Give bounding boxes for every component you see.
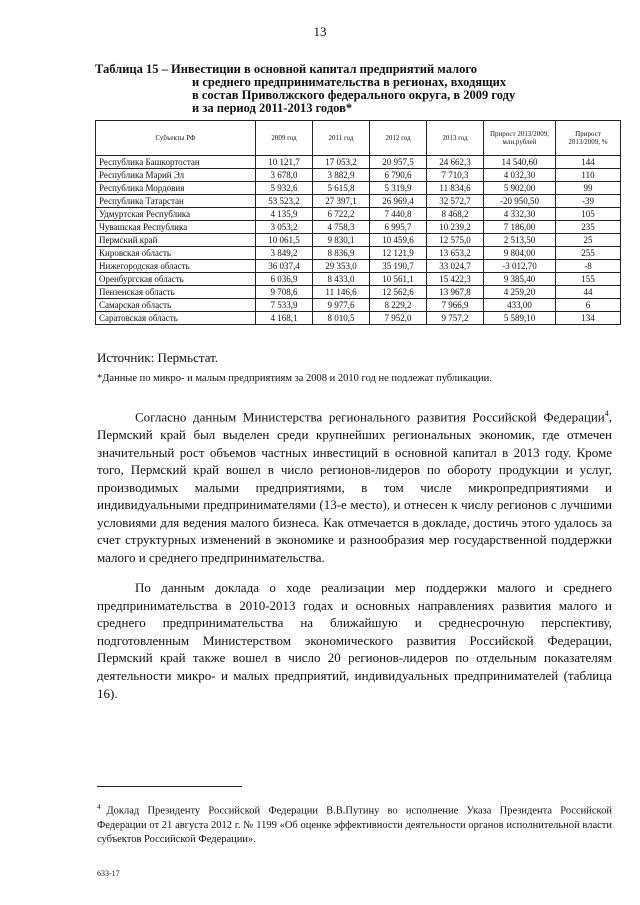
value-cell: 5 902,00	[484, 182, 556, 195]
value-cell: 8 433,0	[313, 273, 370, 286]
value-cell: 10 459,6	[370, 234, 427, 247]
value-cell: 155	[556, 273, 621, 286]
document-code: 633-17	[97, 869, 120, 878]
footnote-mark: 4	[97, 803, 101, 811]
region-cell: Республика Башкортостан	[96, 156, 256, 169]
header-2012: 2012 год	[370, 121, 427, 156]
value-cell: 15 422,3	[427, 273, 484, 286]
table-row	[96, 247, 621, 260]
header-2011: 2011 год	[313, 121, 370, 156]
value-cell: 4 332,30	[484, 208, 556, 221]
value-cell: 3 849,2	[256, 247, 313, 260]
footnote-divider	[97, 786, 242, 787]
value-cell: 4 168,1	[256, 312, 313, 325]
value-cell: 4 259,20	[484, 286, 556, 299]
caption-line: в состав Приволжского федерального округа, в 2009 году	[192, 88, 516, 102]
header-subject: Субъекты РФ	[96, 121, 256, 156]
value-cell: 13 653,2	[427, 247, 484, 260]
footnote-text: Доклад Президенту Российской Федерации В.В.Путину во исполнение Указа Президента Российской Федерации от 21 августа 2012 г. № 1199 «Об оценке эффективности деятельности органов исполнительной власти субъектов Российской Федерации».	[97, 805, 612, 845]
value-cell: 4 032,30	[484, 169, 556, 182]
table-row	[96, 234, 621, 247]
value-cell: 20 957,5	[370, 156, 427, 169]
value-cell: 6 722,2	[313, 208, 370, 221]
header-growth-rub: Прирост 2013/2009, млн.рублей	[484, 121, 556, 156]
table-row	[96, 273, 621, 286]
value-cell: 3 678,0	[256, 169, 313, 182]
paragraph-2	[97, 579, 612, 702]
table-header-row	[96, 121, 621, 156]
value-cell: 32 572,7	[427, 195, 484, 208]
value-cell: 24 662,3	[427, 156, 484, 169]
value-cell: 6 036,9	[256, 273, 313, 286]
region-cell: Саратовская область	[96, 312, 256, 325]
header-2009: 2009 год	[256, 121, 313, 156]
value-cell: 6 790,6	[370, 169, 427, 182]
value-cell: 36 037,4	[256, 260, 313, 273]
caption-line: и среднего предпринимательства в регионах, входящих	[192, 75, 507, 89]
table-row	[96, 156, 621, 169]
value-cell: -20 950,50	[484, 195, 556, 208]
table-row	[96, 169, 621, 182]
value-cell: 11 834,6	[427, 182, 484, 195]
value-cell: 35 190,7	[370, 260, 427, 273]
value-cell: 3 053,2	[256, 221, 313, 234]
region-cell: Нижегородская область	[96, 260, 256, 273]
value-cell: 53 523,2	[256, 195, 313, 208]
value-cell: 27 397,1	[313, 195, 370, 208]
value-cell: 8 468,2	[427, 208, 484, 221]
value-cell: -8	[556, 260, 621, 273]
value-cell: 8 010,5	[313, 312, 370, 325]
value-cell: 5 932,6	[256, 182, 313, 195]
value-cell: 8 836,9	[313, 247, 370, 260]
value-cell: 4 135,9	[256, 208, 313, 221]
region-cell: Чувашская Республика	[96, 221, 256, 234]
footnote	[97, 800, 612, 847]
value-cell: 3 882,9	[313, 169, 370, 182]
paragraph-text: Согласно данным Министерства регионального развития Российской Федерации	[135, 409, 605, 425]
header-growth-pct: Прирост 2013/2009, %	[556, 121, 621, 156]
table-caption	[95, 63, 595, 115]
table-row	[96, 221, 621, 234]
value-cell: 2 513,50	[484, 234, 556, 247]
footnote-reference: 4	[604, 409, 609, 418]
table-row	[96, 312, 621, 325]
value-cell: -3 012,70	[484, 260, 556, 273]
table-row	[96, 299, 621, 312]
value-cell: 235	[556, 221, 621, 234]
value-cell: 14 540,60	[484, 156, 556, 169]
value-cell: 9 385,40	[484, 273, 556, 286]
value-cell: 9 708,6	[256, 286, 313, 299]
region-cell: Пермский край	[96, 234, 256, 247]
value-cell: 255	[556, 247, 621, 260]
investment-table	[95, 120, 621, 325]
region-cell: Республика Марий Эл	[96, 169, 256, 182]
table-row	[96, 182, 621, 195]
value-cell: 5 615,8	[313, 182, 370, 195]
region-cell: Пензенская область	[96, 286, 256, 299]
value-cell: 17 053,2	[313, 156, 370, 169]
caption-line: и за период 2011-2013 годов*	[192, 101, 353, 115]
paragraph-text: По данным доклада о ходе реализации мер поддержки малого и среднего предпринимательства в 2010-2013 годах и основных направлениях развития малого и среднего предпринимательства на ближайшую и среднесрочную перспективу, подготовленным Министерством экономического развития Российской Федерации, Пермский край также вошел в число 20 регионов-лидеров по отдельным показателям деятельности микро- и малых предприятий, индивидуальных предпринимателей (таблица 16).	[97, 580, 612, 701]
page-number: 13	[313, 24, 327, 39]
value-cell: 8 229,2	[370, 299, 427, 312]
value-cell: 110	[556, 169, 621, 182]
table-row	[96, 195, 621, 208]
value-cell: 99	[556, 182, 621, 195]
value-cell: 5 589,10	[484, 312, 556, 325]
value-cell: 7 952,0	[370, 312, 427, 325]
value-cell: 25	[556, 234, 621, 247]
value-cell: 7 440,8	[370, 208, 427, 221]
value-cell: 29 353,0	[313, 260, 370, 273]
value-cell: 6 995,7	[370, 221, 427, 234]
table-note: *Данные по микро- и малым предприятиям за 2008 и 2010 год не подлежат публикации.	[97, 373, 492, 384]
region-cell: Удмуртская Республика	[96, 208, 256, 221]
value-cell: 433,00	[484, 299, 556, 312]
region-cell: Республика Татарстан	[96, 195, 256, 208]
value-cell: 10 561,1	[370, 273, 427, 286]
value-cell: 11 146,6	[313, 286, 370, 299]
value-cell: 13 967,8	[427, 286, 484, 299]
value-cell: 12 562,6	[370, 286, 427, 299]
value-cell: 9 977,6	[313, 299, 370, 312]
value-cell: 4 758,3	[313, 221, 370, 234]
value-cell: 12 575,0	[427, 234, 484, 247]
value-cell: 7 966,9	[427, 299, 484, 312]
value-cell: 9 757,2	[427, 312, 484, 325]
table-row	[96, 208, 621, 221]
value-cell: 10 121,7	[256, 156, 313, 169]
table-source: Источник: Пермьстат.	[97, 350, 219, 365]
header-2013: 2013 год	[427, 121, 484, 156]
value-cell: 44	[556, 286, 621, 299]
region-cell: Самарская область	[96, 299, 256, 312]
region-cell: Оренбургская область	[96, 273, 256, 286]
region-cell: Кировская область	[96, 247, 256, 260]
value-cell: 26 969,4	[370, 195, 427, 208]
value-cell: 7 533,9	[256, 299, 313, 312]
value-cell: 10 239,2	[427, 221, 484, 234]
paragraph-text: , Пермский край был выделен среди крупнейших региональных экономик, где отмечен значительный рост объемов частных инвестиций в основной капитал в 2013 году. Кроме того, Пермский край вошел в число регионов-лидеров по обороту продукции и услуг, производимых малыми предприятиями, в том числе микропредприятиями и индивидуальными предпринимателями (13-е место), и отнесен к числу регионов с лучшими условиями для ведения малого бизнеса. Как отмечается в докладе, достичь этого удалось за счет структурных изменений в экономике и разнообразия мер государственной поддержки малого и среднего предпринимательства.	[97, 409, 612, 566]
value-cell: 7 710,3	[427, 169, 484, 182]
table-row	[96, 286, 621, 299]
value-cell: 10 061,5	[256, 234, 313, 247]
value-cell: 12 121,9	[370, 247, 427, 260]
value-cell: 144	[556, 156, 621, 169]
value-cell: 7 186,00	[484, 221, 556, 234]
value-cell: 6	[556, 299, 621, 312]
value-cell: 5 319,9	[370, 182, 427, 195]
paragraph-1	[97, 405, 612, 567]
value-cell: 134	[556, 312, 621, 325]
value-cell: 105	[556, 208, 621, 221]
value-cell: 9 830,1	[313, 234, 370, 247]
region-cell: Республика Мордовия	[96, 182, 256, 195]
value-cell: 9 804,00	[484, 247, 556, 260]
value-cell: -39	[556, 195, 621, 208]
value-cell: 33 024,7	[427, 260, 484, 273]
caption-line: Таблица 15 – Инвестиции в основной капитал предприятий малого	[95, 62, 477, 76]
table-row	[96, 260, 621, 273]
